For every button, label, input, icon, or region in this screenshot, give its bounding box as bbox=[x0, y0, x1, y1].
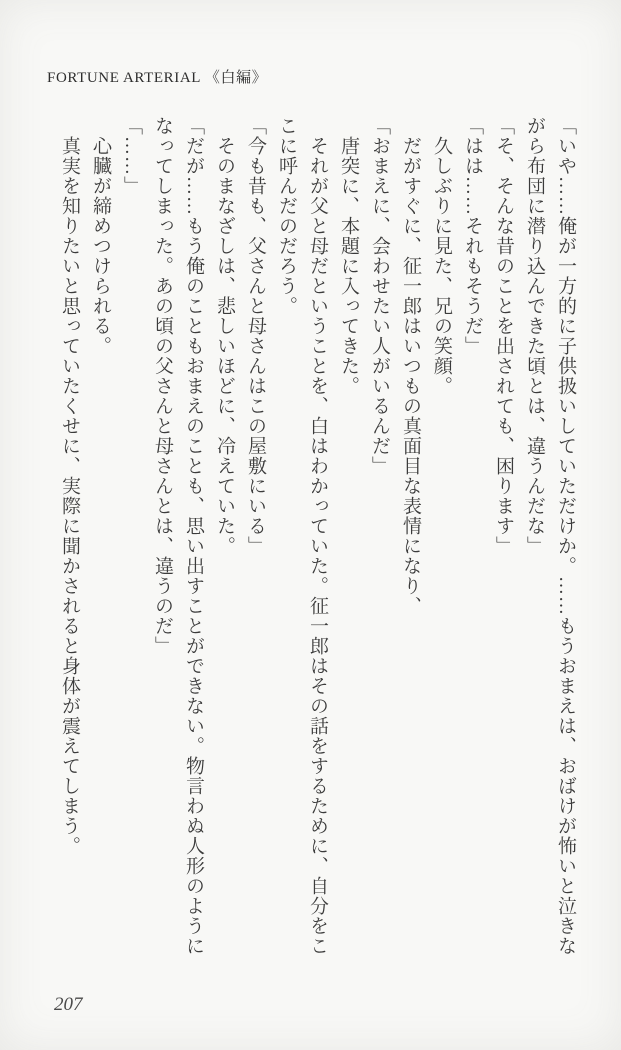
text-line: だがすぐに、征一郎はいつもの真面目な表情になり、 bbox=[400, 116, 421, 616]
page-number: 207 bbox=[54, 994, 83, 1015]
text-line: 「だが……もう俺のこともおまえのことも、思い出すことができない。物言わぬ人形のように bbox=[183, 116, 204, 956]
text-line: 「そ、そんな昔のことを出されても、困ります」 bbox=[493, 116, 514, 556]
text-line: 真実を知りたいと思っていたくせに、実際に聞かされると身体が震えてしまう。 bbox=[59, 116, 80, 856]
text-line: 「おまえに、会わせたい人がいるんだ」 bbox=[369, 116, 390, 476]
text-line: がら布団に潜り込んできた頃とは、違うんだな」 bbox=[524, 116, 545, 556]
text-line: そのまなざしは、悲しいほどに、冷えていた。 bbox=[214, 116, 235, 556]
text-line: 唐突に、本題に入ってきた。 bbox=[338, 116, 359, 396]
text-line: 久しぶりに見た、兄の笑顔。 bbox=[431, 116, 452, 396]
text-line: なってしまった。あの頃の父さんと母さんとは、違うのだ」 bbox=[152, 116, 173, 656]
text-line: それが父と母だということを、白はわかっていた。征一郎はその話をするために、自分をこ bbox=[307, 116, 328, 956]
text-line: 「……」 bbox=[121, 116, 142, 196]
text-line: こに呼んだのだろう。 bbox=[276, 116, 297, 316]
text-line: 「いや……俺が一方的に子供扱いしていただけか。……もうおまえは、おばけが怖いと泣きな bbox=[555, 116, 576, 956]
text-line: 「今も昔も、父さんと母さんはこの屋敷にいる」 bbox=[245, 116, 266, 556]
text-line: 「はは……それもそうだ」 bbox=[462, 116, 483, 356]
running-header-title: FORTUNE ARTERIAL 《白編》 bbox=[47, 70, 268, 86]
text-line: 心臓が締めつけられる。 bbox=[90, 116, 111, 356]
page-text-block bbox=[54, 116, 581, 1028]
